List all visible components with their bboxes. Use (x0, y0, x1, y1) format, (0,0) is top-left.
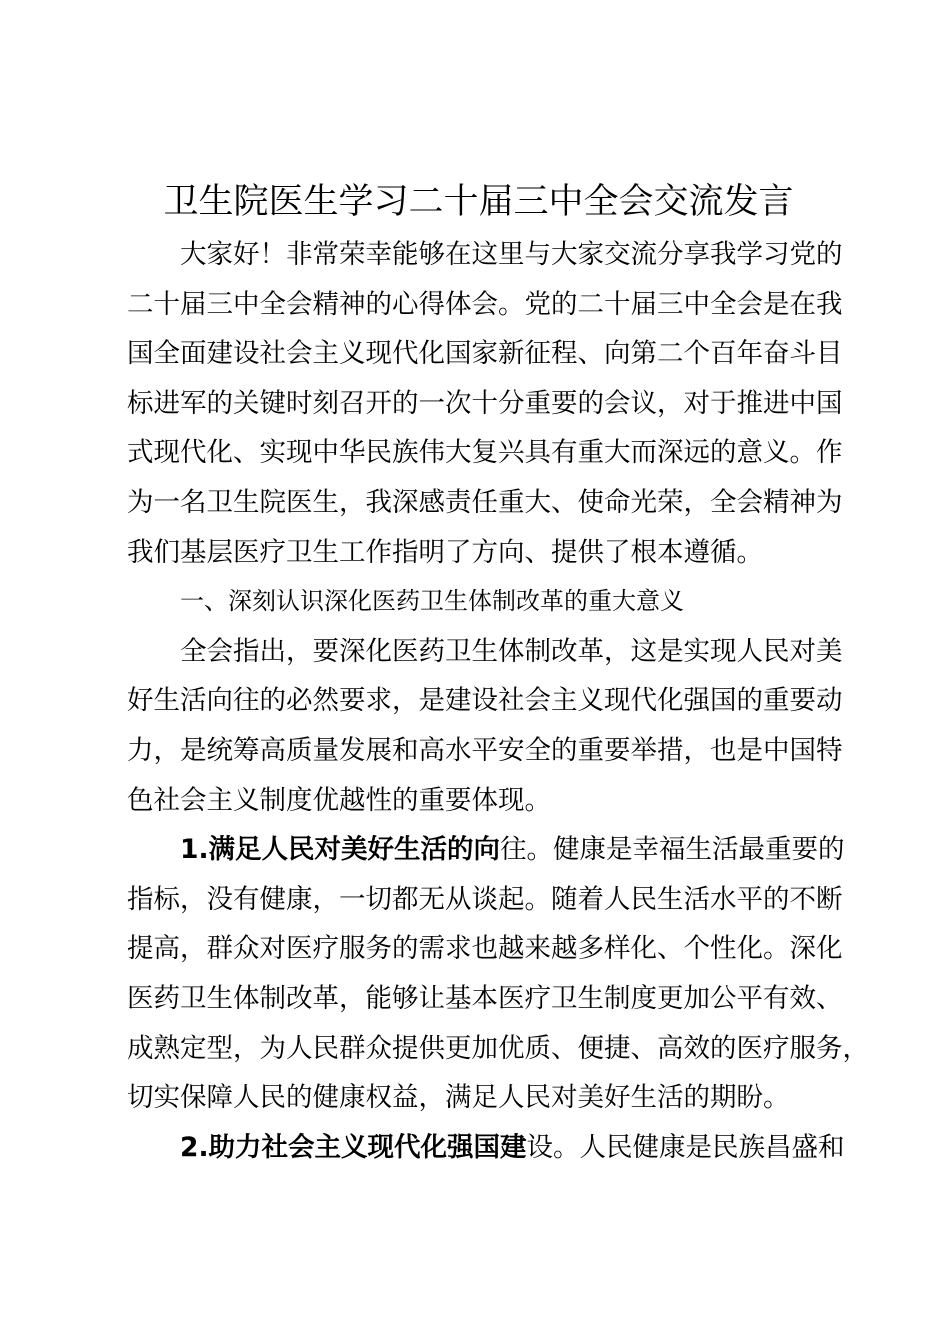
document-body (127, 230, 869, 1172)
paragraph-point1-line-1 (127, 825, 847, 875)
paragraph-intro-line-3: 国全面建设社会主义现代化国家新征程、向第二个百年奋斗目 (127, 338, 843, 370)
document-title: 卫生院医生学习二十届三中全会交流发言 (163, 182, 794, 222)
paragraph-intro-line-4: 标进军的关键时刻召开的一次十分重要的会议，对于推进中国 (127, 387, 843, 419)
section-heading-1: 一、深刻认识深化医药卫生体制改革的重大意义 (180, 587, 684, 616)
paragraph-section1-line-1: 全会指出，要深化医药卫生体制改革，这是实现人民对美 (180, 635, 843, 667)
point1-heading: 1.满足人民对美好生活的向 (180, 834, 501, 866)
paragraph-point1-line-4: 医药卫生体制改革，能够让基本医疗卫生制度更加公平有效、 (127, 982, 843, 1014)
paragraph-intro-line-7: 我们基层医疗卫生工作指明了方向、提供了根本遵循。 (127, 536, 763, 568)
paragraph-point2-line-1 (127, 1123, 847, 1173)
paragraph-intro-line-2: 二十届三中全会精神的心得体会。党的二十届三中全会是在我 (127, 288, 843, 320)
paragraph-point1-line-5: 成熟定型，为人民群众提供更加优质、便捷、高效的医疗服务， (127, 1032, 869, 1064)
point2-heading: 2.助力社会主义现代化强国建 (180, 1131, 527, 1163)
paragraph-intro-line-5: 式现代化、实现中华民族伟大复兴具有重大而深远的意义。作 (127, 437, 843, 469)
paragraph-section1-line-3: 力，是统筹高质量发展和高水平安全的重要举措，也是中国特 (127, 734, 843, 766)
paragraph-section1-line-2: 好生活向往的必然要求，是建设社会主义现代化强国的重要动 (127, 685, 843, 717)
paragraph-point1-line-3: 提高，群众对医疗服务的需求也越来越多样化、个性化。深化 (127, 933, 843, 965)
paragraph-intro-line-6: 为一名卫生院医生，我深感责任重大、使命光荣，全会精神为 (127, 486, 843, 518)
paragraph-section1-line-4: 色社会主义制度优越性的重要体现。 (127, 784, 551, 816)
paragraph-point1-line-2: 指标，没有健康，一切都无从谈起。随着人民生活水平的不断 (127, 883, 843, 915)
point2-text: 设。人民健康是民族昌盛和 (526, 1131, 845, 1163)
paragraph-point1-line-6: 切实保障人民的健康权益，满足人民对美好生活的期盼。 (127, 1082, 790, 1114)
point1-text: 往。健康是幸福生活最重要的 (500, 834, 845, 866)
paragraph-intro-line-1: 大家好！非常荣幸能够在这里与大家交流分享我学习党的 (180, 239, 843, 270)
